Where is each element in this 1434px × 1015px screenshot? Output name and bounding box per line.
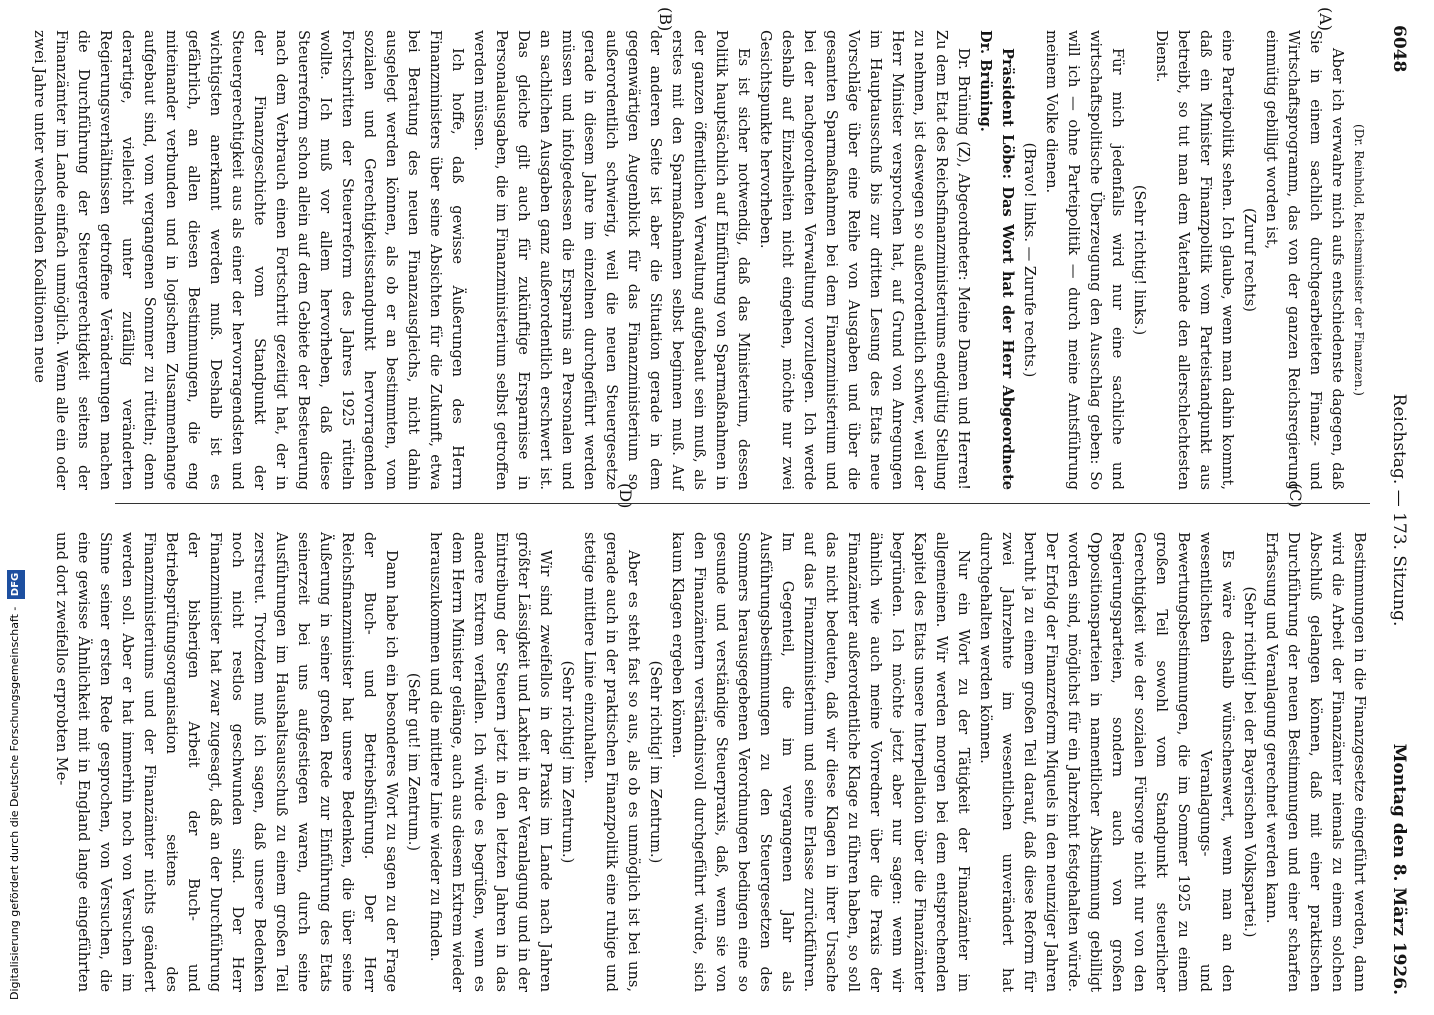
margin-marker-d: (D) — [616, 483, 635, 509]
right-column — [53, 532, 1370, 992]
paragraph: Nur ein Wort zu der Tätigkeit der Finanzämter im allgemeinen. Wir werden morgen bei dem entsprechenden Kapitel des Etats unsere Interpellation über die Finanzämter begründen. Ich möchte jetzt aber nur sagen: wenn wir ähnlich wie auch meine Vorredner über die Praxis der Finanzämter außerordentliche Klage zu führen haben, so soll das nicht bedeuten, daß wir diese Klagen in ihrer Ursache auf das Finanzministerium und seine Erlasse zurückführen. Im Gegenteil, die im vergangenen Jahr als Ausführungsbestimmungen zu den Steuergesetzen des Sommers herausgegebenen Verordnungen bedingen eine so gesunde und verständige Steuerpraxis, daß, wenn sie von den Finanzämtern verständnisvoll durchgeführt würde, sich kaum Klagen ergeben können. — [669, 532, 972, 992]
speaker-paragraph: Präsident Löbe: Das Wort hat der Herr Abgeordnete Dr. Brüning. — [977, 30, 1016, 490]
paragraph: eine Parteipolitik sehen. Ich glaube, wenn man dahin kommt, daß ein Minister Finanzpolitik vom Parteistandpunkt aus betreibt, so tut man dem Vaterlande den allerschlechtesten Dienst. — [1153, 30, 1236, 490]
margin-marker-b: (B) — [656, 7, 675, 32]
speaker-paragraph: Dr. Brüning (Z), Abgeordneter: Meine Damen und Herren! Zu dem Etat des Reichsfinanzministeriums endgültig Stellung zu nehmen, ist deswegen so außerordentlich schwer, weil der Herr Minister versprochen hat, auf Grund von Anregungen im Hauptausschuß bis zur dritten Lesung des Etats neue Vorschläge über eine Reihe von Ausgaben und über die gesamten Sparmaßnahmen bei dem Finanzministerium und bei der nachgeordneten Verwaltung vorzulegen. Ich werde deshalb auf Einzelheiten nicht eingehen, möchte nur zwei Gesichtspunkte hervorheben. — [757, 30, 972, 490]
margin-marker-c: (C) — [1286, 483, 1305, 508]
interjection: (Zuruf rechts) — [1241, 208, 1258, 312]
header-title: Reichstag. — 173. Sitzung. — [1389, 393, 1409, 627]
page-header — [1375, 5, 1415, 1015]
paragraph: Ich hoffe, daß gewisse Äußerungen des Herrn Finanzministers über seine Absichten für die Zukunft, etwa bei Beratung des neuen Finanzausgleichs, nicht dahin ausgelegt werden können, als ob er an bestimmten, vom sozialen und Gerechtigkeitsstandpunkt hervorragenden Fortschritten der Steuerreform des Jahres 1925 rütteln wollte. Ich muß vor allem hervorheben, daß diese Steuerreform schon allein auf dem Gebiete der Besteuerung nach dem Verbrauch einen Fortschritt gezeitigt hat, der in der Finanzgeschichte vom Standpunkt der Steuergerechtigkeit aus als einer der hervorragendsten und wichtigsten anerkannt werden muß. Deshalb ist es gefährlich, an allen diesen Bestimmungen, die eng miteinander verbunden und in logischem Zusammenhange aufgebaut sind, vom vergangenen Sommer zu rütteln; denn derartige, vielleicht unter zufällig veränderten Regierungsverhältnissen getroffene Veränderungen machen die Durchführung der Steuergerechtigkeit seitens der Finanzämter im Lande einfach unmöglich. Wenn alle ein oder zwei Jahre unter wechselnden Koalitionen neue — [31, 30, 466, 490]
document-page — [15, 5, 1415, 1015]
dfg-logo: DFG — [7, 570, 25, 599]
header-date: Montag den 8. März 1926. — [1389, 743, 1409, 995]
paragraph: Wir sind zweifellos in der Praxis im Lande nach Jahren größter Lässigkeit und Laxheit in der Veranlagung und in der Eintreibung der Steuern jetzt in den letzten Jahren in das andere Extrem verfallen. Ich würde es begrüßen, wenn es dem Herrn Minister gelänge, auch aus diesem Extrem wieder herauszukommen und die mittlere Linie wieder zu finden. — [427, 532, 554, 992]
paragraph: Es wäre deshalb wünschenswert, wenn man an den wesentlichsten Veranlagungs- und Bewertungsbestimmungen, die im Sommer 1925 zu einem großen Teil sowohl vom Standpunkt steuerlicher Gerechtigkeit wie der sozialen Fürsorge nicht nur von den Regierungsparteien, sondern auch von großen Oppositionsparteien in namentlicher Abstimmung gebilligt worden sind, möglichst für ein Jahrzehnt festgehalten würde. Der Erfolg der Finanzreform Miquels in den neunziger Jahren beruht ja zu einem großen Teil darauf, daß diese Reform für zwei Jahrzehnte im wesentlichen unverändert hat durchgehalten werden können. — [977, 532, 1236, 992]
page-number: 6048 — [1389, 25, 1409, 73]
paragraph: Es ist sicher notwendig, daß das Ministerium, dessen Politik hauptsächlich auf Einführung von Sparmaßnahmen in der ganzen öffentlichen Verwaltung aufgebaut sein muß, als erstes mit den Sparmaßnahmen selbst beginnen muß. Auf der anderen Seite ist aber die Situation gerade in dem gegenwärtigen Augenblick für das Finanzministerium so außerordentlich schwierig, weil die neuen Steuergesetze gerade in diesem Jahre im einzelnen durchgeführt werden müssen und infolgedessen die Ersparnis an Personalen und an sachlichen Ausgaben ganz außerordentlich erschwert ist. Das gleiche gilt auch für zukünftige Ersparnisse in Personalausgaben, die im Finanzministerium selbst getroffen werden müssen. — [471, 30, 752, 490]
digitization-footer — [6, 0, 28, 1000]
speaker-intro: (Dr. Reinhold, Reichsminister der Finanzen.) — [1352, 124, 1366, 396]
paragraph: Aber es steht fast so aus, als ob es unmöglich ist bei uns, gerade auch in der praktischen Finanzpolitik eine ruhige und stetige mittlere Linie einzuhalten. — [581, 532, 642, 992]
margin-marker-a: (A) — [1316, 7, 1335, 32]
footer-note: Digitalisierung gefördert durch die Deutsche Forschungsgemeinschaft - — [8, 606, 21, 1000]
footer-text-wrap — [6, 570, 25, 1000]
interjection: (Sehr richtig! bei der Bayerischen Volkspartei.) — [1241, 586, 1258, 938]
interjection: (Bravo! links. — Zurufe rechts.) — [1021, 142, 1038, 378]
paragraph: Für mich jedenfalls wird nur eine sachliche und wirtschaftspolitische Überzeugung den Ausschlag geben: So will ich — ohne Parteipolitik — durch meine Amtsführung meinem Volke dienen. — [1043, 30, 1126, 490]
paragraph: Dann habe ich ein besonderes Wort zu sagen zu der Frage der Buch- und Betriebsführung. Der Herr Reichsfinanzminister hat unsere Bedenken, die über seine Äußerung in seiner großen Rede zur Einführung des Etats seinerzeit bei uns aufgestiegen waren, durch seine Ausführungen im Haushaltsausschuß zu einem großen Teil zerstreut. Trotzdem muß ich sagen, daß unsere Bedenken noch nicht restlos geschwunden sind. Der Herr Finanzminister hat zwar zugesagt, daß an der Durchführung der bisherigen Arbeit der Buch- und Betriebsprüfungsorganisation seitens des Finanzministeriums und der Finanzämter nichts geändert werden soll. Aber er hat immerhin noch von Versuchen im Sinne seiner ersten Rede gesprochen, von Versuchen, die eine gewisse Ähnlichkeit mit in England lange eingeführten und dort zweifellos erprobten Me- — [53, 532, 400, 992]
interjection: (Sehr richtig! links.) — [1131, 184, 1148, 336]
interjection: (Sehr richtig! im Zentrum.) — [647, 660, 664, 864]
interjection: (Sehr gut! im Zentrum.) — [405, 672, 422, 852]
left-column — [31, 30, 1370, 490]
interjection: (Sehr richtig! im Zentrum.) — [559, 660, 576, 864]
paragraph: Bestimmungen in die Finanzgesetze eingeführt werden, dann wird die Arbeit der Finanzämter niemals zu einem solchen Abschluß gelangen können, daß mit einer praktischen Durchführung der neuen Bestimmungen und einer scharfen Erfassung und Veranlagung gerechnet werden kann. — [1263, 532, 1368, 992]
column-divider — [115, 503, 1370, 504]
paragraph: Aber ich verwahre mich aufs entschiedenste dagegen, daß Sie in einem sachlich durchgearbeiteten Finanz- und Wirtschaftsprogramm, das von der ganzen Reichsregierung einmütig gebilligt worden ist, — [1263, 30, 1346, 490]
